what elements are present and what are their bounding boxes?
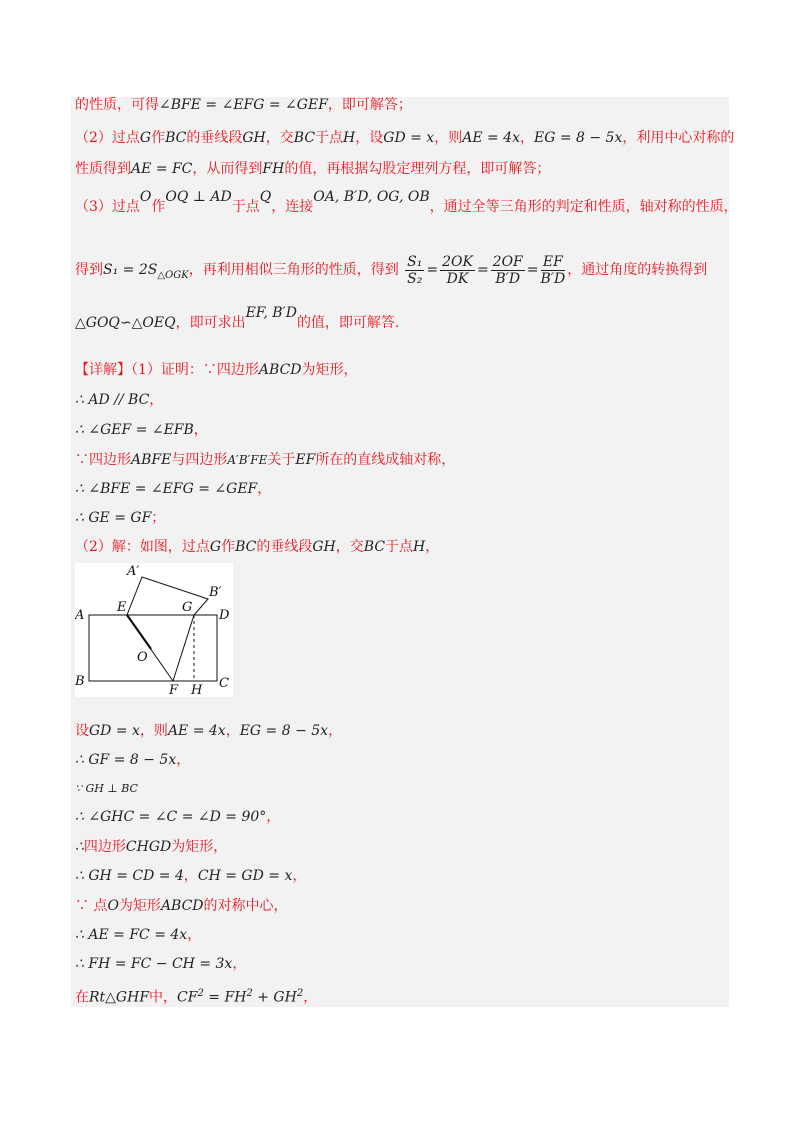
math: = FH (203, 989, 247, 1006)
line-5 (75, 250, 707, 296)
text: 的对称中心， (203, 898, 288, 914)
math: G (139, 130, 152, 146)
math: GD = x (383, 130, 435, 146)
text: （3）过点 (75, 199, 140, 215)
text: ， (425, 539, 440, 555)
text: ，连接 (271, 199, 314, 215)
math: ABCD (258, 362, 302, 378)
text: 的垂线段 (186, 130, 243, 146)
text: ， (183, 868, 198, 884)
text: 于点 (231, 199, 260, 215)
math: ∴ ∠BFE = ∠EFG = ∠GEF (75, 481, 258, 497)
text: ，通过全等三角形的判定和性质，轴对称的性质， (429, 199, 738, 215)
text: ，设 (355, 130, 384, 146)
math: + GH (252, 989, 297, 1006)
text: 作 (151, 130, 166, 146)
text: 于点 (385, 539, 414, 555)
text: ， (187, 927, 202, 943)
line-13 (75, 538, 439, 556)
math: O (139, 189, 152, 205)
math: ∴ GH = CD = 4 (75, 868, 184, 884)
line-1 (75, 96, 412, 114)
math: AE = FC (131, 161, 193, 177)
math: GD = x (89, 723, 140, 739)
line-21 (75, 926, 201, 944)
line-23 (75, 985, 317, 1007)
text: ， (176, 752, 191, 768)
text: ， (266, 809, 281, 825)
math: H (413, 539, 426, 555)
math: ∴ ∠GHC = ∠C = ∠D = 90° (75, 809, 267, 825)
text: ∵四边形 (75, 452, 131, 468)
math-superscript: 2 (246, 988, 253, 999)
text: ∵ 点 (75, 898, 108, 914)
math: BC (293, 130, 316, 146)
math: O (107, 898, 119, 914)
math: OA, B′D, OG, OB (313, 189, 430, 205)
math: EF, B′D (245, 305, 297, 321)
text: （2）过点 (75, 130, 140, 146)
rectangle-abcd (89, 615, 217, 681)
text: ，从而得到 (192, 161, 263, 177)
text: 为矩形， (171, 839, 228, 855)
segment-eo (127, 615, 151, 649)
text: 性质得到 (75, 161, 131, 177)
label-d: D (219, 608, 230, 623)
label-b-prime: B′ (209, 585, 222, 600)
math: A′B′FE (227, 453, 268, 467)
text: ， (149, 392, 164, 408)
text: 的性质，可得 (75, 97, 159, 113)
text: 的值，再根据勾股定理列方程，即可解答； (284, 161, 551, 177)
line-12 (75, 509, 165, 527)
label-a-prime: A′ (127, 564, 140, 579)
line-10 (75, 451, 455, 469)
math: ∴ AE = FC = 4x (75, 927, 188, 943)
math: ABFE (131, 452, 172, 468)
math: ∴ GF = 8 − 5x (75, 752, 177, 768)
geometry-figure (75, 563, 233, 697)
line-2 (75, 129, 734, 147)
line-7 (75, 361, 358, 379)
text: ，交 (265, 130, 294, 146)
math: EG = 8 − 5x (239, 723, 329, 739)
fraction-2ok-dk: $\frac{2OK}{DK}$ (442, 253, 473, 287)
text: 设 (75, 723, 89, 739)
math: FH (262, 161, 285, 177)
text: 所在的直线成轴对称， (315, 452, 456, 468)
text: 作 (151, 199, 166, 215)
text: 在 (75, 989, 89, 1006)
math: CF (177, 989, 198, 1006)
math: ∴ GE = GF (75, 510, 152, 526)
segment-gf (173, 615, 194, 681)
text: 与四边形 (171, 452, 228, 468)
line-9 (75, 421, 208, 439)
math: AE = 4x (462, 130, 520, 146)
text: 为矩形 (118, 898, 161, 914)
text: 于点 (315, 130, 344, 146)
math-superscript: 2 (296, 988, 304, 999)
math: BC (363, 539, 386, 555)
math: Q (259, 189, 272, 205)
label-g: G (182, 600, 193, 615)
label-a: A (75, 608, 85, 623)
text: 得到 (75, 262, 103, 278)
text: ，再利用相似三角形的性质，得到 (188, 262, 399, 278)
label-h: H (191, 683, 203, 697)
line-8 (75, 391, 163, 409)
line-14 (75, 722, 342, 740)
text: 为矩形， (301, 362, 358, 378)
math: EF (295, 452, 316, 468)
math: GH (312, 539, 336, 555)
line-17 (75, 808, 280, 826)
math: Rt△GHF (89, 989, 150, 1006)
math: ∵ GH ⊥ BC (75, 782, 138, 795)
text: （2）解：如图，过点 (75, 539, 210, 555)
text: 的值，即可解答. (296, 315, 400, 331)
text: ，即可求出 (175, 315, 246, 331)
label-f: F (169, 683, 179, 697)
line-19 (75, 867, 306, 885)
math: ∴ FH = FC − CH = 3x (75, 956, 233, 972)
math: OQ ⊥ AD (165, 189, 232, 205)
text: 【详解】（1）证明：∵四边形 (75, 362, 259, 378)
math: AE = 4x (167, 723, 226, 739)
math: EG = 8 − 5x (533, 130, 623, 146)
text: 中， (149, 989, 178, 1006)
math: H (343, 130, 356, 146)
math: ∠BFE = ∠EFG = ∠GEF (159, 97, 328, 113)
text: ， (303, 989, 318, 1006)
line-15 (75, 751, 190, 769)
math-subscript: △OGK (157, 269, 189, 281)
math: ∴ ∠GEF = ∠EFB (75, 422, 194, 438)
text: ， (328, 723, 343, 739)
text: ，则 (434, 130, 463, 146)
line-3 (75, 160, 550, 178)
label-b: B (75, 674, 85, 689)
line-6 (75, 305, 400, 332)
math: BC (235, 539, 257, 555)
folded-top (127, 577, 208, 615)
text: ； (151, 510, 166, 526)
text: 作 (221, 539, 236, 555)
fraction-s1-s2: $\frac{\text{S₁}}{\text{S₂}}$ (407, 253, 423, 287)
equals: = (426, 262, 439, 278)
line-11 (75, 480, 271, 498)
fraction-ef-bd: $\frac{EF}{B'D}$ (540, 253, 566, 287)
math: △GOQ∽△OEQ (75, 315, 176, 331)
equals: = (476, 262, 489, 278)
math: CH = GD = x (197, 868, 293, 884)
text: ， (257, 481, 272, 497)
text: ， (292, 868, 307, 884)
text: ，即可解答； (327, 97, 412, 113)
math: GH (242, 130, 266, 146)
line-16 (75, 780, 138, 798)
math: BC (165, 130, 187, 146)
line-22 (75, 955, 246, 973)
fraction-2of-bd: $\frac{2OF}{B'D}$ (492, 253, 523, 287)
text: ， (519, 130, 534, 146)
equals: = (526, 262, 539, 278)
text: ， (193, 422, 208, 438)
line-18 (75, 838, 227, 856)
math: CHGD (125, 839, 172, 855)
math: ∴ (75, 839, 84, 855)
line-4 (75, 189, 738, 216)
text: 关于 (267, 452, 296, 468)
label-c: C (219, 676, 229, 691)
math: S₁ = 2S (103, 262, 158, 278)
math: ∴ AD // BC (75, 392, 150, 408)
label-e: E (117, 600, 127, 615)
text: ，交 (335, 539, 364, 555)
figure-svg (75, 563, 233, 697)
math: G (209, 539, 222, 555)
text: ，则 (139, 723, 168, 739)
text: 的垂线段 (256, 539, 313, 555)
text: 四边形 (83, 839, 126, 855)
text: ， (232, 956, 247, 972)
text: ，利用中心对称的 (622, 130, 735, 146)
math: ABCD (160, 898, 204, 914)
label-o: O (137, 650, 148, 665)
line-20 (75, 897, 288, 915)
text: ， (225, 723, 240, 739)
math-superscript: 2 (197, 988, 204, 999)
text: ，通过角度的转换得到 (567, 262, 708, 278)
